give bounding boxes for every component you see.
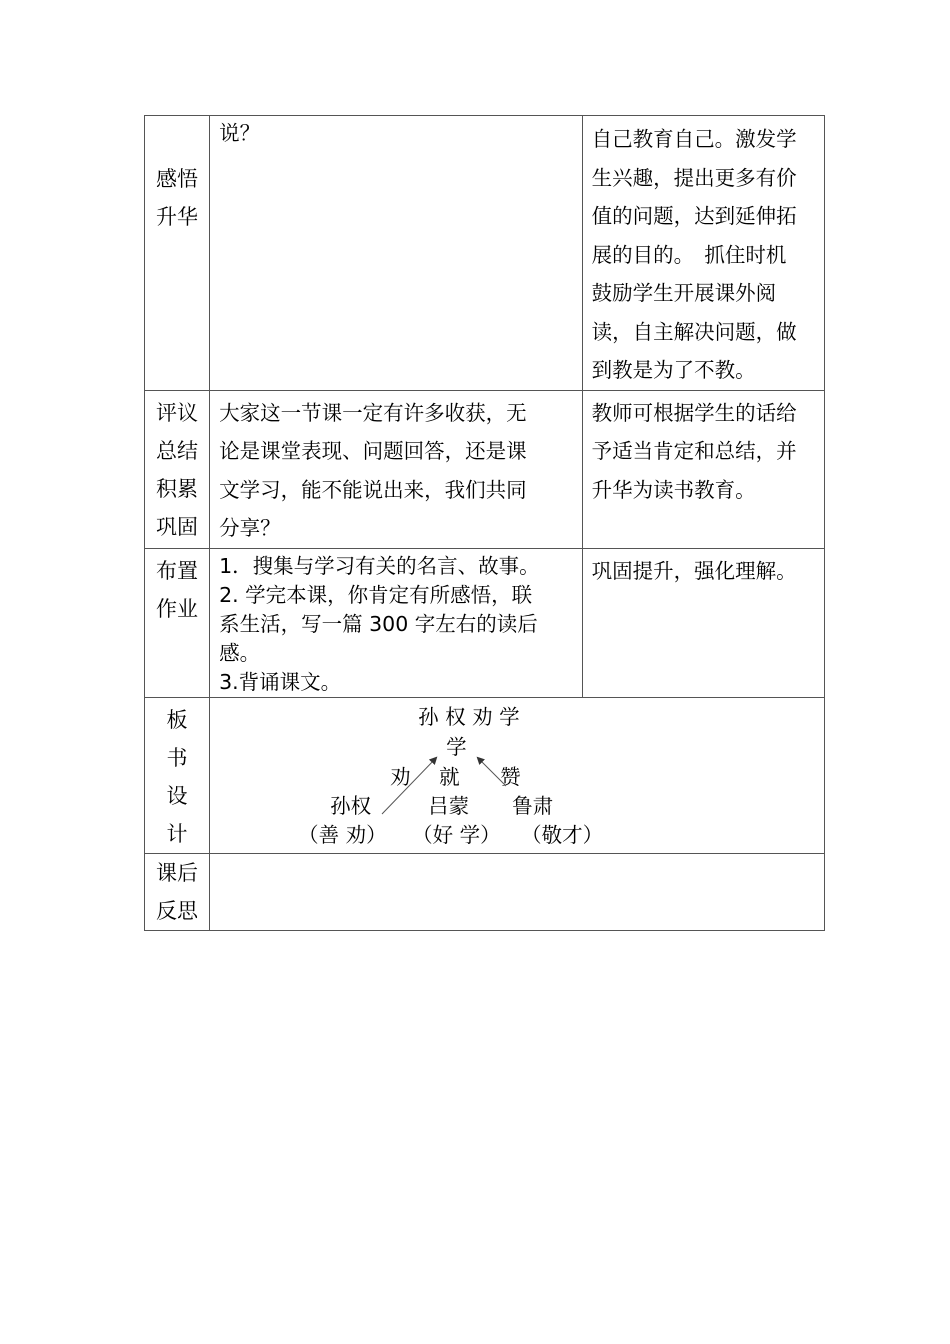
board-right-verb: 赞 <box>500 764 521 789</box>
intent-line: 巩固提升，强化理解。 <box>591 558 797 583</box>
row-label-line: 感悟 <box>156 167 199 191</box>
row-intent-cell <box>582 390 824 548</box>
content-line: 3.背诵课文。 <box>219 669 342 694</box>
intent-line: 展的目的。 抓住时机 <box>591 242 787 267</box>
row-label-cell <box>145 853 210 930</box>
board-left-note: （善 劝） <box>298 822 387 847</box>
row-label-line: 计 <box>166 821 188 846</box>
board-title: 孙 权 劝 学 <box>418 704 520 729</box>
board-left-verb: 劝 <box>390 764 411 789</box>
intent-line: 予适当肯定和总结，并 <box>591 439 797 463</box>
arrow-left-to-center <box>382 758 436 814</box>
table-row <box>145 853 825 930</box>
row-label-line: 课后 <box>156 860 199 885</box>
row-label-line: 设 <box>166 783 188 808</box>
table-row <box>145 548 825 697</box>
row-label-line: 积累 <box>156 476 199 501</box>
content-line: 大家这一节课一定有许多收获，无 <box>219 400 527 425</box>
content-line: 文学习，能不能说出来，我们共同 <box>219 477 527 502</box>
content-line: 说？ <box>219 121 261 145</box>
row-intent-cell <box>582 116 824 391</box>
table-row <box>145 116 825 391</box>
content-line: 系生活，写一篇 300 字左右的读后 <box>219 611 538 636</box>
row-label-line: 巩固 <box>156 514 199 539</box>
board-center-note: （好 学） <box>412 822 501 847</box>
row-label-line: 总结 <box>156 438 199 463</box>
intent-line: 升华为读书教育。 <box>591 477 756 502</box>
table-row <box>145 390 825 548</box>
board-arrows <box>210 698 824 850</box>
row-label-cell <box>145 116 210 391</box>
intent-line: 教师可根据学生的话给 <box>591 400 797 425</box>
intent-line: 鼓励学生开展课外阅 <box>591 281 777 305</box>
row-label-cell <box>145 697 210 853</box>
board-design-cell <box>210 697 825 853</box>
content-line: 分享？ <box>219 516 281 540</box>
board-center-top: 学 <box>446 734 467 759</box>
reflection-cell <box>210 853 825 930</box>
row-label-line: 评议 <box>156 400 199 425</box>
row-label-line: 升华 <box>156 205 199 229</box>
intent-line: 读，自主解决问题，做 <box>591 319 797 344</box>
row-label-line: 板 <box>166 707 188 732</box>
row-label-line: 布置 <box>156 558 199 583</box>
content-line: 论是课堂表现、问题回答，还是课 <box>219 439 527 463</box>
arrow-right-to-center <box>478 758 506 786</box>
lesson-plan-table <box>144 115 825 931</box>
content-line: 感。 <box>219 640 261 665</box>
row-content-cell <box>210 390 583 548</box>
row-label-cell <box>145 390 210 548</box>
board-right-name: 鲁肃 <box>512 793 554 818</box>
board-center-name: 吕蒙 <box>428 793 470 818</box>
row-label-cell <box>145 548 210 697</box>
intent-line: 生兴趣，提出更多有价 <box>591 165 797 190</box>
row-label-line: 作业 <box>156 596 199 621</box>
intent-line: 到教是为了不教。 <box>591 358 756 382</box>
board-left-name: 孙权 <box>330 793 372 818</box>
content-line: 2. 学完本课，你肯定有所感悟，联 <box>219 582 533 607</box>
board-design <box>210 698 824 850</box>
row-intent-cell <box>582 548 824 697</box>
board-center-verb: 就 <box>439 764 460 789</box>
row-content-cell <box>210 116 583 391</box>
content-line: 1．搜集与学习有关的名言、故事。 <box>219 553 540 578</box>
board-right-note: （敬才） <box>521 822 604 847</box>
row-label-line: 书 <box>166 745 188 770</box>
intent-line: 自己教育自己。激发学 <box>591 127 797 151</box>
table-row <box>145 697 825 853</box>
intent-line: 值的问题，达到延伸拓 <box>591 204 797 228</box>
row-label-line: 反思 <box>156 898 199 923</box>
row-content-cell <box>210 548 583 697</box>
